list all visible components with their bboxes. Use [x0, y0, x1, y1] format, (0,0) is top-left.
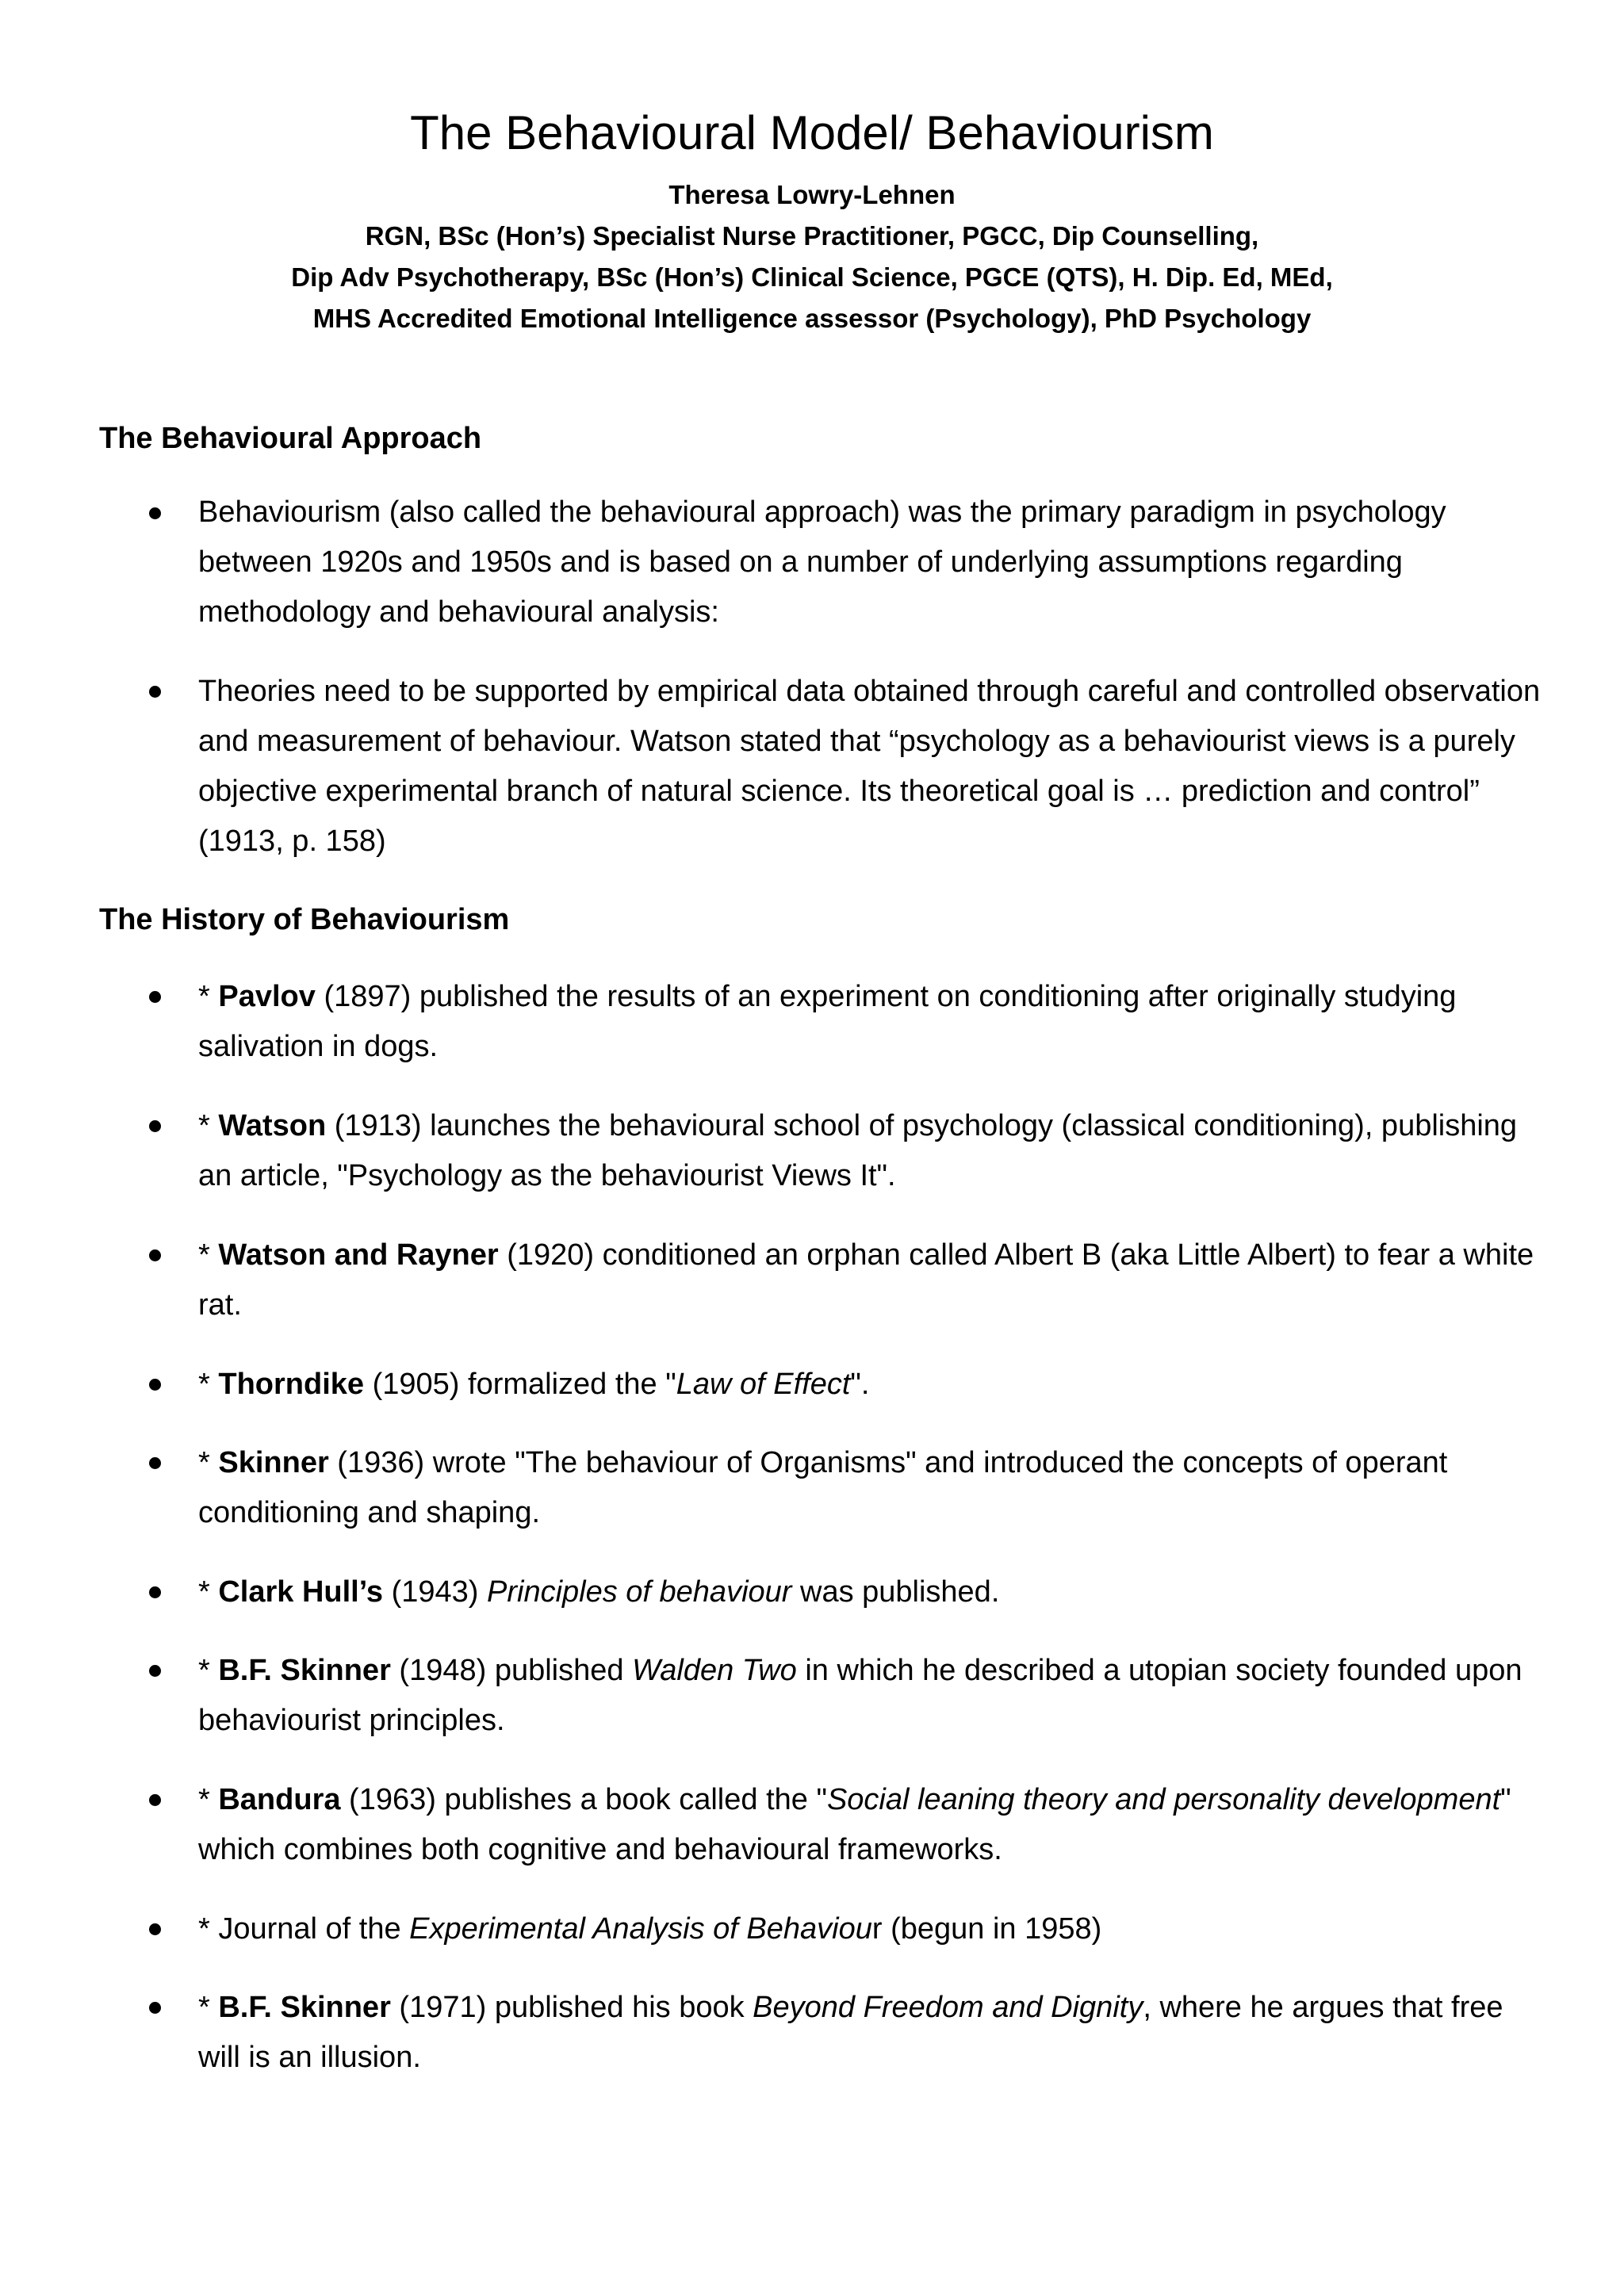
item-text: (1913) launches the behavioural school of psychology (classical conditioning), publishing an article, "Psychology as the behaviourist Views It". — [198, 1109, 1518, 1192]
item-prefix: * — [198, 1654, 219, 1687]
list-item — [198, 1904, 1546, 1954]
list-item — [198, 1230, 1546, 1330]
item-italic-title: Social leaning theory and personality development — [826, 1783, 1501, 1816]
item-prefix: * — [198, 1991, 219, 2024]
bullet-icon — [149, 1120, 161, 1132]
item-text: (1905) formalized the " — [364, 1368, 676, 1401]
item-text: (1936) wrote "The behaviour of Organisms" and introduced the concepts of operant conditioning and shaping. — [198, 1446, 1448, 1529]
item-prefix: * — [198, 1783, 219, 1816]
item-name: B.F. Skinner — [218, 1654, 391, 1687]
item-name: Watson — [218, 1109, 327, 1142]
item-text: ". — [850, 1368, 870, 1401]
item-prefix: * — [198, 1238, 219, 1272]
item-italic-title: Principles of behaviour — [487, 1575, 792, 1609]
bullet-icon — [149, 1249, 161, 1261]
list-item — [198, 488, 1546, 637]
item-name: B.F. Skinner — [218, 1991, 391, 2024]
credentials-line: Dip Adv Psychotherapy, BSc (Hon’s) Clinical Science, PGCE (QTS), H. Dip. Ed, MEd, — [291, 262, 1333, 292]
document-title: The Behavioural Model/ Behaviourism — [410, 106, 1214, 159]
credentials-line: MHS Accredited Emotional Intelligence assessor (Psychology), PhD Psychology — [312, 304, 1312, 333]
item-prefix: * — [198, 1109, 219, 1142]
list-item — [198, 1775, 1546, 1875]
item-text: , where he argues that free will is an illusion. — [198, 1991, 1503, 2074]
item-name: Clark Hull’s — [218, 1575, 384, 1609]
item-text: in which he described a utopian society founded upon behaviourist principles. — [198, 1654, 1522, 1737]
list-item — [198, 1101, 1546, 1201]
bullet-icon — [149, 686, 161, 698]
item-text: (1897) published the results of an experiment on conditioning after originally studying salivation in dogs. — [198, 980, 1457, 1063]
bullet-icon — [149, 507, 161, 519]
item-prefix: * — [198, 980, 219, 1013]
item-prefix: * — [198, 1446, 219, 1479]
list-item — [198, 1983, 1546, 2083]
list-item — [198, 972, 1546, 1072]
item-italic-title: Law of Effect — [676, 1368, 851, 1401]
item-name: Thorndike — [218, 1368, 365, 1401]
list-item-text: Theories need to be supported by empirical data obtained through careful and controlled observation and measurement of behaviour. Watson stated that “psychology as a behaviourist views is a purely objective experimental branch of natural science. Its theoretical goal is … prediction and control” (1913, p. 158) — [198, 675, 1541, 858]
list-item — [198, 1360, 1546, 1410]
item-name: Skinner — [218, 1446, 329, 1479]
list-item — [198, 1646, 1546, 1746]
bullet-icon — [149, 2002, 161, 2014]
list-item — [198, 1567, 1546, 1617]
item-prefix: * — [198, 1368, 219, 1401]
item-text: " which combines both cognitive and behavioural frameworks. — [198, 1783, 1511, 1866]
bullet-icon — [149, 1794, 161, 1806]
item-text: (1963) publishes a book called the " — [340, 1783, 827, 1816]
bullet-icon — [149, 1379, 161, 1391]
bullet-icon — [149, 1457, 161, 1469]
section-heading-history: The History of Behaviourism — [99, 903, 510, 936]
list-item — [198, 667, 1546, 867]
author-name: Theresa Lowry-Lehnen — [668, 180, 956, 209]
bullet-icon — [149, 1586, 161, 1598]
bullet-icon — [149, 1665, 161, 1677]
item-text: (1920) conditioned an orphan called Albert B (aka Little Albert) to fear a white rat. — [198, 1238, 1534, 1322]
item-text: r (begun in 1958) — [871, 1912, 1102, 1946]
credentials-line: RGN, BSc (Hon’s) Specialist Nurse Practitioner, PGCC, Dip Counselling, — [365, 221, 1259, 251]
item-name: Pavlov — [218, 980, 316, 1013]
item-italic-title: Walden Two — [632, 1654, 797, 1687]
item-name: Bandura — [218, 1783, 341, 1816]
item-italic-title: Beyond Freedom and Dignity — [753, 1991, 1143, 2024]
list-item-text: Behaviourism (also called the behavioural approach) was the primary paradigm in psychology between 1920s and 1950s and is based on a number of underlying assumptions regarding methodology and behavioural analysis: — [198, 496, 1446, 629]
section-heading-approach: The Behavioural Approach — [99, 422, 482, 455]
list-item — [198, 1438, 1546, 1538]
item-prefix: * Journal of the — [198, 1912, 410, 1946]
item-text: (1948) published — [390, 1654, 633, 1687]
item-text: was published. — [791, 1575, 1000, 1609]
item-prefix: * — [198, 1575, 219, 1609]
item-italic-title: Experimental Analysis of Behaviou — [409, 1912, 872, 1946]
bullet-icon — [149, 991, 161, 1003]
bullet-icon — [149, 1923, 161, 1935]
item-text: (1971) published his book — [390, 1991, 753, 2024]
item-name: Watson and Rayner — [218, 1238, 499, 1272]
item-text: (1943) — [383, 1575, 487, 1609]
